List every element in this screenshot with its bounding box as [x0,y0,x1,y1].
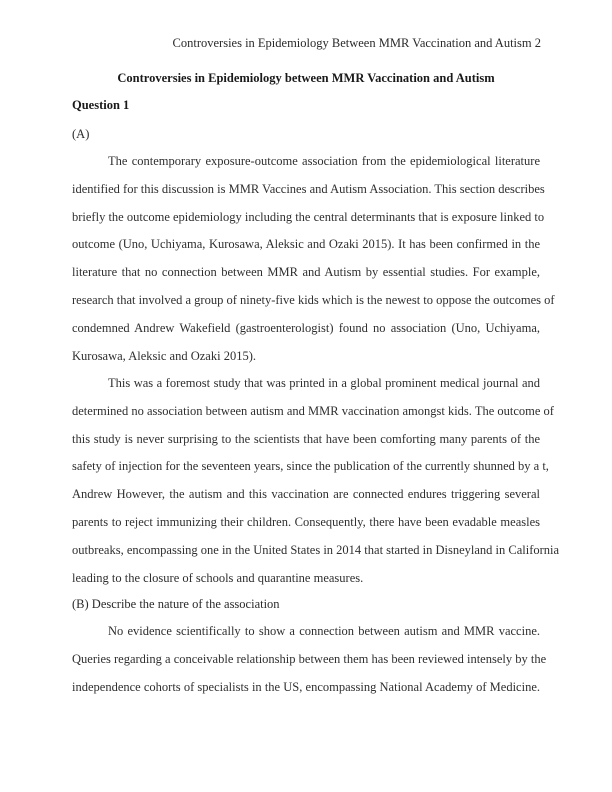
paragraph-line: literature that no connection between MMR and Autism by essential studies. For example, [72,265,540,280]
paragraph-line: leading to the closure of schools and quarantine measures. [72,570,364,585]
paragraph-line: The contemporary exposure-outcome association from the epidemiological literature [108,154,540,168]
document-title: Controversies in Epidemiology between MMR Vaccination and Autism [117,71,495,85]
paragraph-line: identified for this discussion is MMR Vaccines and Autism Association. This section describes [72,181,545,196]
paragraph-2 [72,370,560,592]
paragraph-line: This was a foremost study that was printed in a global prominent medical journal and [108,376,540,390]
paragraph-line: parents to reject immunizing their children. Consequently, there have been evadable measles [72,514,540,529]
paragraph-1 [72,148,555,370]
paragraph-line: briefly the outcome epidemiology including the central determinants that is exposure linked to [72,209,545,224]
paragraph-line: determined no association between autism and MMR vaccination amongst kids. The outcome of [72,403,554,418]
paragraph-line: No evidence scientifically to show a connection between autism and MMR vaccine. [108,624,540,638]
paragraph-line: safety of injection for the seventeen years, since the publication of the currently shunned by a t, [72,459,549,474]
paragraph-line: independence cohorts of specialists in the US, encompassing National Academy of Medicine. [72,679,540,694]
part-a-label: (A) [72,127,90,141]
running-head: Controversies in Epidemiology Between MMR Vaccination and Autism 2 [172,36,541,50]
question-heading: Question 1 [72,98,130,112]
paragraph-line: outcome (Uno, Uchiyama, Kurosawa, Aleksic and Ozaki 2015). It has been confirmed in the [72,237,540,252]
paragraph-line: Andrew However, the autism and this vaccination are connected endures triggering several [72,487,540,502]
paragraph-3 [72,618,547,701]
paragraph-line: condemned Andrew Wakefield (gastroenterologist) found no association (Uno, Uchiyama, [72,320,540,335]
paragraph-line: outbreaks, encompassing one in the United States in 2014 that started in Disneyland in California [72,542,560,557]
paragraph-line: this study is never surprising to the scientists that have been comforting many parents of the [72,431,540,446]
paragraph-line: Queries regarding a conceivable relationship between them has been reviewed intensely by the [72,651,547,666]
paragraph-line: Kurosawa, Aleksic and Ozaki 2015). [72,348,256,363]
paragraph-line: research that involved a group of ninety-five kids which is the newest to oppose the outcomes of [72,292,555,307]
part-b-label: (B) Describe the nature of the association [72,597,280,611]
